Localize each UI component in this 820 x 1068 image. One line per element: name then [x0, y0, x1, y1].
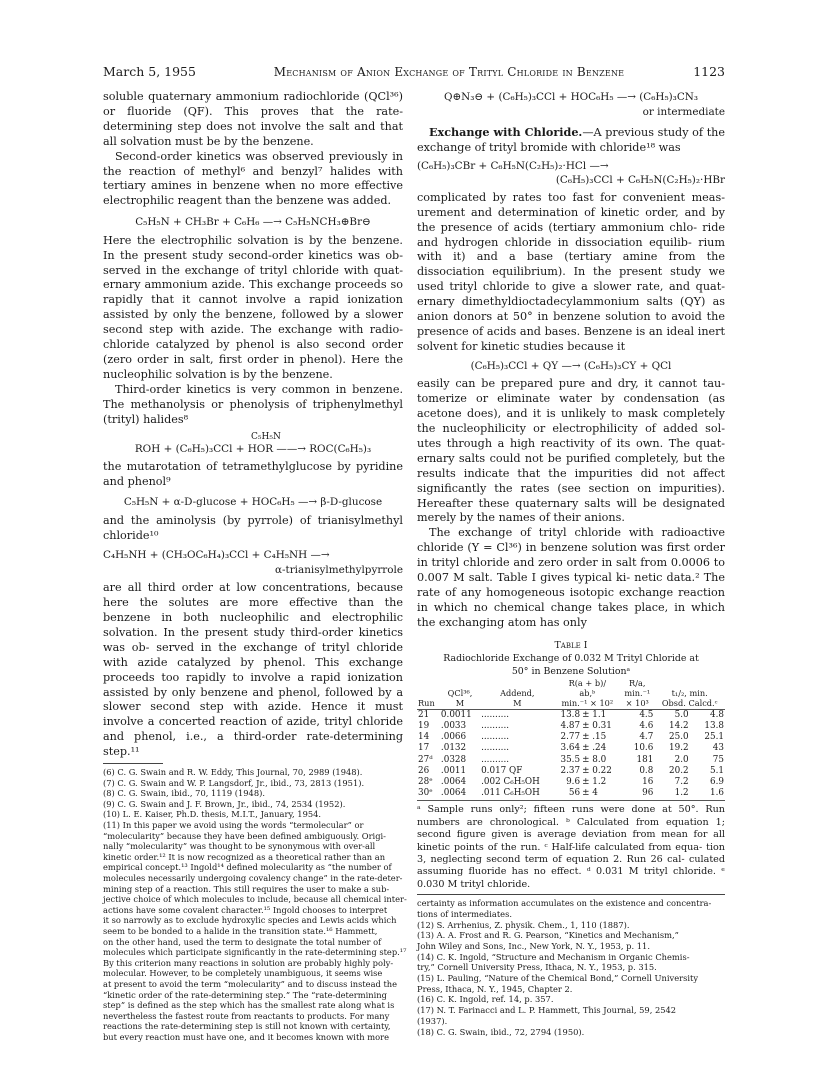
table-row	[417, 788, 725, 799]
table-cell-addend: ..........	[481, 754, 510, 765]
footnote: (9) C. G. Swain and J. F. Brown, Jr., ibid., 74, 2534 (1952).	[103, 798, 346, 809]
paragraph: the mutarotation of tetramethylglucose by pyridine and phenol⁹	[103, 460, 403, 488]
left-column	[103, 90, 407, 1042]
section-heading: Exchange with Chloride.	[429, 125, 583, 139]
table-cell-r-over-a: 4.6	[639, 720, 654, 731]
column-header: Addend,	[500, 687, 535, 698]
footnote: jective choice of which molecules to include, because all chemical inter-	[103, 894, 407, 905]
footnote: (15) L. Pauling, “Nature of the Chemical Bond,” Cornell University	[417, 973, 699, 984]
table-cell-rate: 4.87	[560, 720, 581, 731]
footnote: (18) C. G. Swain, ibid., 72, 2794 (1950).	[417, 1026, 585, 1037]
column-header: QCl³⁶,	[447, 687, 473, 698]
paragraph: and the aminolysis (by pyrrole) of trianisylmethyl chloride¹⁰	[103, 514, 403, 543]
table-cell-deviation: ± .15	[582, 732, 607, 743]
paragraph: Exchange with Chloride.—A previous study of the exchange of trityl bromide with chloride¹⁸ was	[417, 125, 726, 154]
footnote: John Wiley and Sons, Inc., New York, N. Y., 1953, p. 11.	[417, 940, 650, 951]
footnotes	[417, 898, 725, 1037]
table-cell-qcl: .0132	[440, 743, 467, 754]
paragraph: are all third order at low concentrations, because here the solutes are more effective than the benzene in both nucleophilic and electrophilic solvation. In the present study third-order kinetics was ob- served in the exchange of trityl chloride with azide catalyzed by phenol. This exchange proceeds too rapidly to involve a rapid ionization assisted by only benzene and phenol, followed by a slower second step with azide. Hence it must involve a concerted reaction of azide, trityl chloride and phenol, i.e., a third-order rate-determining step.¹¹	[103, 581, 404, 759]
table-header-row	[417, 698, 725, 708]
table-caption: Radiochloride Exchange of 0.032 M Trityl Chloride at	[443, 652, 699, 664]
footnote: “kinetic order of the rate-determining step.” The “rate-determining	[103, 989, 387, 1000]
equation: ROH + (C₆H₅)₃CCl + HOR ——→ ROC(C₆H₅)₃	[134, 442, 372, 455]
table-cell-deviation: ± 0.22	[582, 765, 612, 776]
table-cell-rate: 35.5	[560, 754, 581, 765]
column-header: R/a,	[629, 677, 646, 688]
footnote: seem to be bonded to a halide in the transition state.¹⁶ Hammett,	[103, 925, 378, 936]
footnote: tions of intermediates.	[417, 908, 512, 919]
paragraph: Third-order kinetics is very common in benzene. The methanolysis or phenolysis of triphenylmethyl (trityl) halides⁸	[103, 382, 403, 426]
table-cell-half-life-obsd: 1.2	[674, 788, 689, 799]
table-cell-qcl: 0.0011	[440, 709, 472, 720]
table-cell-deviation: ± 8.0	[582, 754, 607, 765]
table-cell-deviation: ± 1.1	[582, 709, 607, 720]
table-cell-addend: ..........	[481, 720, 510, 731]
table-cell-qcl: .0033	[440, 720, 467, 731]
footnote: molecules which participate significantly in the rate-determining step.¹⁷	[103, 947, 407, 958]
right-column	[417, 90, 725, 1037]
footnote: empirical concept.¹³ Ingold¹⁴ defined molecularity as “the number of	[103, 862, 392, 873]
equation: Q⊕N₃⊖ + (C₆H₅)₃CCl + HOC₆H₅ —→ (C₆H₅)₃CN₃	[443, 91, 699, 103]
table-cell-half-life-obsd: 7.2	[674, 776, 689, 787]
table-cell-qcl: .0066	[440, 732, 467, 743]
footnote: molecular. However, to be completely unambiguous, it seems wise	[103, 968, 383, 979]
footnote: (13) A. A. Frost and R. G. Pearson, “Kinetics and Mechanism,”	[417, 930, 679, 941]
footnote: step” is defined as the step which has the smallest rate along what is	[103, 1000, 395, 1011]
table-cell-addend: .011 C₆H₅OH	[481, 788, 540, 799]
paragraph: The exchange of trityl chloride with radioactive chloride (Y = Cl³⁶) in benzene solution was first order in trityl chloride and zero order in salt from 0.0006 to 0.007 M salt. Table I gives typical ki- netic data.² The rate of any homogeneous isotopic exchange reaction in which no chemical change takes place, in which the exchanging atom has only	[417, 526, 726, 629]
footnote-rule	[417, 894, 725, 895]
footnote: (12) S. Arrhenius, Z. physik. Chem., 1, 110 (1887).	[417, 919, 630, 930]
equation-product: (C₆H₅)₃CCl + C₆H₅N(C₂H₅)₂·HBr	[555, 174, 725, 187]
table-cell-r-over-a: 181	[636, 754, 654, 765]
table-cell-r-over-a: 10.6	[633, 743, 654, 754]
table-cell-half-life-calcd: 43	[712, 743, 724, 754]
paragraph: complicated by rates too fast for convenient meas- urement and determination of kinetic order, and by the presence of acids (tertiary ammonium chlo- ride and hydrogen chloride in dissociation equilib- rium with it) and a base (tertiary amine from the dissociation equilibrium). In the present study we used trityl chloride to give a slower rate, and quat- ernary dimethyldioctadecylammonium salts (QY) as anion donors at 50° in benzene solution to avoid the presence of acids and bases. Benzene is an ideal inert solvent for kinetic studies because it	[417, 190, 725, 353]
table-cell-deviation: ± 4	[582, 788, 598, 799]
table-cell-rate: 9.6	[566, 776, 581, 787]
table-cell-addend: ..........	[481, 709, 510, 720]
footnote: (11) In this paper we avoid using the words “termolecular” or	[103, 820, 364, 830]
footnote: (6) C. G. Swain and R. W. Eddy, This Journal, 70, 2989 (1948).	[103, 767, 363, 778]
table-row	[417, 755, 725, 766]
table-cell-rate: 3.64	[560, 743, 581, 754]
footnote-rule	[103, 763, 163, 764]
footnote: (17) N. T. Farinacci and L. P. Hammett, This Journal, 59, 2542	[417, 1005, 677, 1016]
column-header: min.⁻¹	[624, 687, 651, 698]
table-cell-half-life-calcd: 4.8	[710, 709, 724, 720]
table-cell-addend: .002 C₆H₅OH	[481, 776, 540, 787]
table-cell-qcl: .0064	[440, 788, 467, 799]
table-cell-rate: 2.37	[560, 765, 581, 776]
table-cell-rate: 13.8	[560, 709, 581, 720]
table-cell-half-life-obsd: 25.0	[669, 732, 689, 743]
footnote: nally “molecularity” was thought to be synonymous with over-all	[103, 841, 376, 852]
table-caption: 50° in Benzene Solutionᵃ	[511, 665, 631, 677]
footnote: kinetic order.¹² It is now recognized as a theoretical rather than an	[103, 851, 386, 862]
table-row	[417, 732, 725, 743]
table-cell-qcl: .0011	[440, 765, 467, 776]
header-title: Mechanism of Anion Exchange of Trityl Chloride in Benzene	[273, 65, 625, 79]
footnote: nevertheless the fastest route from reactants to products. For many	[103, 1010, 390, 1021]
table-cell-addend: 0.017 QF	[481, 765, 523, 776]
table-cell-run: 27ᵈ	[418, 754, 433, 765]
table-cell-r-over-a: 4.7	[639, 732, 654, 743]
equation-product: or intermediate	[642, 105, 725, 118]
paragraph: Second-order kinetics was observed previously in the reaction of methyl⁶ and benzyl⁷ halides with tertiary amines in benzene when no more effective electrophilic reagent than the benzene was added.	[103, 149, 403, 208]
table-cell-run: 17	[418, 743, 430, 754]
table-cell-run: 19	[418, 720, 430, 731]
column-header: R(a + b)/	[568, 677, 607, 688]
table-cell-half-life-calcd: 5.1	[710, 765, 724, 776]
footnote: reactions the rate-determining step is still not known with certainty,	[103, 1021, 391, 1032]
footnote: (8) C. G. Swain, ibid., 70, 1119 (1948).	[103, 788, 265, 799]
footnote: molecules necessarily undergoing covalency change” in the rate-deter-	[103, 872, 403, 883]
table-body	[417, 709, 725, 801]
footnote: actions have some covalent character.¹⁵ Ingold chooses to interpret	[103, 904, 388, 915]
table-cell-addend: ..........	[481, 732, 510, 743]
table-cell-half-life-calcd: 13.8	[704, 720, 724, 731]
table-cell-half-life-calcd: 75	[712, 754, 724, 765]
table-cell-half-life-obsd: 5.0	[674, 709, 689, 720]
table-header-row	[417, 688, 725, 698]
paragraph: easily can be prepared pure and dry, it cannot tau- tomerize or eliminate water by condensation (as acetone does), and it is unlikely to mask completely the nucleophilicity or electrophilicity of added sol- utes through a high reactivity of its own. The quat- ernary salts could not be purified completely, but the results indicate that the impurities did not affect significantly the rates (see section on impurities). Hereafter these quaternary salts will be designated merely by the names of their anions.	[417, 377, 725, 525]
footnote: (16) C. K. Ingold, ref. 14, p. 357.	[417, 994, 554, 1005]
column-header: t₁/₂, min.	[671, 687, 708, 698]
running-header	[103, 64, 725, 84]
footnote: certainty as information accumulates on the existence and concentra-	[417, 898, 712, 909]
table-cell-half-life-calcd: 6.9	[710, 776, 724, 787]
table-cell-r-over-a: 16	[642, 776, 654, 787]
table-row	[417, 766, 725, 777]
table-row	[417, 721, 725, 732]
table-cell-r-over-a: 96	[642, 788, 654, 799]
equation-catalyst: C₅H₅N	[251, 431, 281, 442]
footnote: “molecularity” because they have been defined ambiguously. Origi-	[103, 830, 386, 841]
table-cell-run: 21	[418, 709, 430, 720]
table-cell-deviation: ± 0.31	[582, 720, 612, 731]
table-cell-rate: 2.77	[560, 732, 581, 743]
footnote: try,” Cornell University Press, Ithaca, N. Y., 1953, p. 315.	[417, 962, 657, 973]
column-header: Obsd. Calcd.ᶜ	[661, 697, 718, 708]
footnote: Press, Ithaca, N. Y., 1945, Chapter 2.	[417, 983, 573, 994]
header-date: March 5, 1955	[103, 64, 196, 79]
table-row	[417, 777, 725, 788]
table-cell-half-life-obsd: 14.2	[669, 720, 689, 731]
table-cell-rate: 56	[568, 788, 581, 799]
column-header: × 10³	[625, 697, 649, 708]
table-notes: ᵃ Sample runs only²; fifteen runs were done at 50°. Run numbers are chronological. ᵇ Calculated from equation 1; second figure given is average deviation from mean for all kinetic points of the run. ᶜ Half-life calculated from equa- tion 3, neglecting second term of equation 2. Run 26 cal- culated assuming fluoride has no effect. ᵈ 0.031 M trityl chloride. ᵉ 0.030 M trityl chloride.	[417, 804, 725, 890]
table-cell-half-life-calcd: 25.1	[704, 732, 724, 743]
table-cell-half-life-calcd: 1.6	[710, 788, 724, 799]
table-cell-run: 14	[418, 732, 430, 743]
footnote: (1937).	[417, 1015, 448, 1026]
footnote: at present to avoid the term “molecularity” and to discuss instead the	[103, 978, 398, 989]
table-cell-addend: ..........	[481, 743, 510, 754]
footnote: but every reaction must have one, and it becomes known with more	[103, 1031, 390, 1042]
footnote: (10) L. E. Kaiser, Ph.D. thesis, M.I.T., January, 1954.	[103, 809, 322, 820]
table-cell-run: 28ᵉ	[418, 776, 433, 787]
table-cell-run: 26	[418, 765, 430, 776]
footnote: mining step of a reaction. This still requires the user to make a sub-	[103, 883, 390, 894]
data-table	[417, 678, 725, 802]
footnote: it so narrowly as to exclude hydroxylic species and Lewis acids which	[103, 915, 397, 926]
table-cell-r-over-a: 4.5	[639, 709, 654, 720]
paragraph: soluble quaternary ammonium radiochloride (QCl³⁶) or fluoride (QF). This proves that the rate- determining step does not involve the salt and that all solvation must be by the benzene.	[103, 90, 403, 148]
table-cell-qcl: .0064	[440, 776, 467, 787]
equation: C₄H₅NH + (CH₃OC₆H₄)₃CCl + C₄H₅NH —→	[103, 549, 330, 562]
table-cell-half-life-obsd: 19.2	[669, 743, 689, 754]
table-cell-deviation: ± 1.2	[582, 776, 607, 787]
footnote: By this criterion many reactions in solution are probably highly poly-	[103, 957, 394, 968]
footnote: on the other hand, used the term to designate the total number of	[103, 936, 382, 947]
column-header: min.⁻¹ × 10²	[561, 697, 614, 708]
equation: C₅H₅N + CH₃Br + C₆H₆ —→ C₅H₅NCH₃⊕Br⊖	[135, 216, 371, 229]
table-cell-deviation: ± .24	[582, 743, 607, 754]
equation-product: α-trianisylmethylpyrrole	[275, 563, 403, 576]
footnote: (7) C. G. Swain and W. P. Langsdorf, Jr., ibid., 73, 2813 (1951).	[103, 777, 365, 788]
table-block	[417, 639, 725, 891]
page-number: 1123	[693, 64, 725, 79]
footnote: (14) C. K. Ingold, “Structure and Mechanism in Organic Chemis-	[417, 951, 690, 962]
equation: (C₆H₅)₃CCl + QY —→ (C₆H₅)₃CY + QCl	[470, 359, 672, 372]
table-row	[417, 743, 725, 754]
paragraph: Here the electrophilic solvation is by the benzene. In the present study second-order kinetics was ob- served in the exchange of trityl chloride with quat- ernary ammonium azide. This exchange proceeds so rapidly that it cannot involve a rapid ionization assisted by only the benzene, followed by a slower second step with azide. The exchange with radio- chloride catalyzed by phenol is also second order (zero order in salt, first order in phenol). Here the nucleophilic solvation is by the benzene.	[103, 233, 403, 381]
table-cell-run: 30ᵉ	[418, 788, 433, 799]
table-cell-half-life-obsd: 2.0	[674, 754, 689, 765]
table-header-row	[417, 678, 725, 688]
equation: C₅H₅N + α-D-glucose + HOC₆H₅ —→ β-D-glucose	[123, 495, 383, 508]
column-header: Run	[418, 697, 435, 708]
table-label: Table I	[554, 639, 588, 651]
column-header: M	[513, 697, 522, 708]
equation: (C₆H₅)₃CBr + C₆H₅N(C₂H₅)₂·HCl —→	[417, 159, 609, 172]
column-header: M	[455, 697, 465, 708]
table-cell-r-over-a: 0.8	[639, 765, 654, 776]
table-cell-qcl: .0328	[440, 754, 467, 765]
table-row	[417, 709, 725, 721]
table-cell-half-life-obsd: 20.2	[669, 765, 689, 776]
footnotes	[103, 767, 407, 1042]
column-header: ab,ᵇ	[579, 687, 596, 698]
